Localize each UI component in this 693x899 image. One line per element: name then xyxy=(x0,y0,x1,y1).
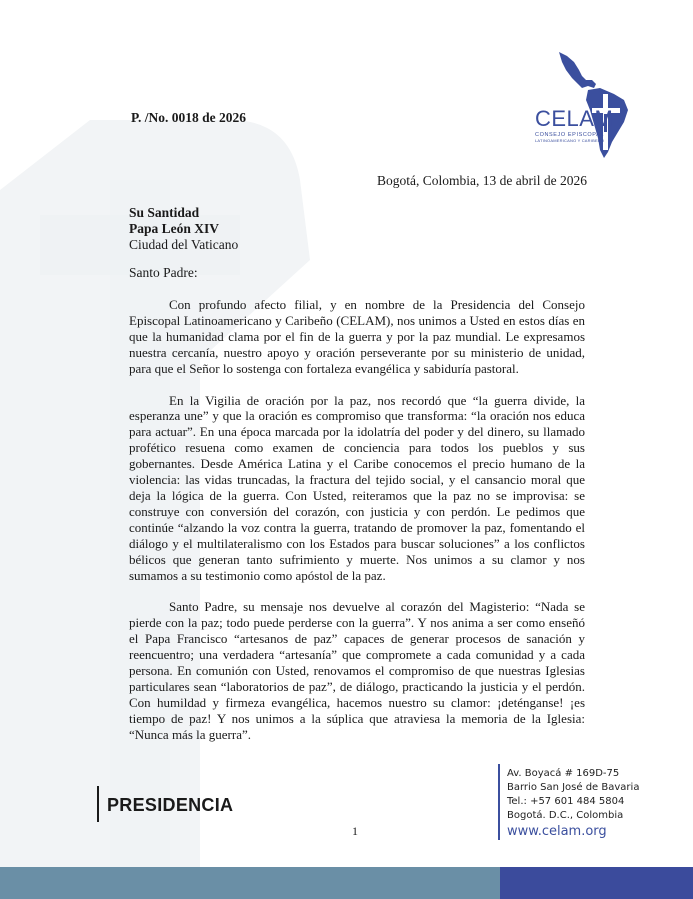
logo-name: CELAM xyxy=(535,106,614,131)
recipient-title: Su Santidad xyxy=(129,205,200,220)
latin-america-cross-icon xyxy=(522,50,647,160)
paragraph: Con profundo afecto filial, y en nombre de la Presidencia del Consejo Episcopal Latinoamericano y Caribeño (CELAM), nos unimos a Usted en estos días en que la humanidad clama por el fin de la guerra y por la paz mundial. Le expresamos nuestra cercanía, nuestro apoyo y oración perseverante por su ministerio de unidad, para que el Señor lo sostenga con fortaleza evangélica y sabiduría pastoral. xyxy=(129,297,585,376)
paragraph: Santo Padre, su mensaje nos devuelve al corazón del Magisterio: “Nada se pierde con la paz; todo puede perderse con la guerra”. Y nos anima a ser como enseñó el Papa Francisco “artesanos de paz” capaces de generar procesos de sanación y reencuentro; una verdadera “artesanía” que compromete a cada comunidad y a cada persona. En comunión con Usted, renovamos el compromiso de que nuestras Iglesias particulares sean “laboratorios de paz”, de diálogo, practicando la justicia y el perdón. Con humildad y firmeza evangélica, hacemos nuestro su clamor: ¡deténganse! ¡es tiempo de paz! Y nos unimos a la súplica que atraviesa la memoria de la Iglesia: “Nunca más la guerra”. xyxy=(129,599,585,742)
recipient-block xyxy=(129,205,238,253)
paragraph: En la Vigilia de oración por la paz, nos recordó que “la guerra divide, la esperanza une” y que la oración es compromiso que transforma: “la oración nos educa para actuar”. En una época marcada por la idolatría del poder y del dinero, su llamado profético resuena como examen de conciencia para todos los pueblos y sus gobernantes. Desde América Latina y el Caribe conocemos el precio humano de la violencia: las vidas truncadas, la fractura del tejido social, y el cansancio moral que deja la lógica de la guerra. Con Usted, reiteramos que la paz no se improvisa: se construye con conversión del corazón, con justicia y con perdón. Le pedimos que continúe “alzando la voz contra la guerra, tratando de promover la paz, fomentando el diálogo y el multilateralismo con los Estados para buscar soluciones” a los conflictos bélicos que generan tanto sufrimiento y muerte. Nos unimos a su clamor y nos sumamos a su testimonio como apóstol de la paz. xyxy=(129,392,585,583)
website-link[interactable]: www.celam.org xyxy=(507,824,607,839)
footer-bar-right xyxy=(500,867,693,899)
footer-bar-left xyxy=(0,867,500,899)
contact-block xyxy=(507,767,639,841)
recipient-location: Ciudad del Vaticano xyxy=(129,237,239,252)
address-line: Av. Boyacá # 169D-75 xyxy=(507,768,620,779)
letter-date: Bogotá, Colombia, 13 de abril de 2026 xyxy=(377,173,587,188)
logo-subtitle: CONSEJO EPISCOPAL xyxy=(535,132,605,138)
contact-divider xyxy=(498,764,500,840)
logo-tagline: LATINOAMERICANO Y CARIBEÑO xyxy=(535,138,605,143)
presidencia-divider xyxy=(97,786,99,822)
recipient-name: Papa León XIV xyxy=(129,221,220,236)
office-name: PRESIDENCIA xyxy=(107,795,234,815)
reference-number: P. /No. 0018 de 2026 xyxy=(131,110,247,125)
phone-number: Tel.: +57 601 484 5804 xyxy=(507,796,625,807)
celam-logo xyxy=(535,108,613,143)
page-number: 1 xyxy=(352,824,358,838)
address-line: Barrio San José de Bavaria xyxy=(507,782,640,793)
city-line: Bogotá. D.C., Colombia xyxy=(507,810,624,821)
letter-body xyxy=(129,297,585,759)
salutation: Santo Padre: xyxy=(129,265,198,280)
